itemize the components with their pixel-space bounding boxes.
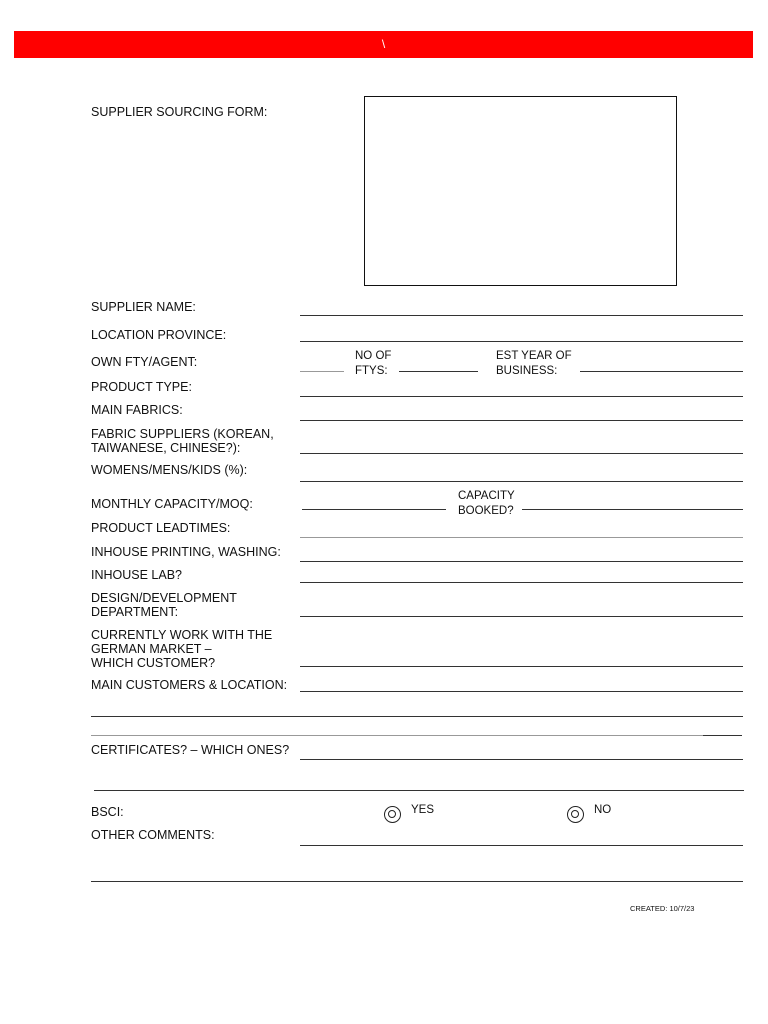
header-banner	[14, 31, 753, 58]
est-year-field[interactable]	[580, 371, 743, 372]
product-type-field[interactable]	[300, 396, 743, 397]
design-dept-field[interactable]	[300, 616, 743, 617]
german-market-label-line1: CURRENTLY WORK WITH THE	[91, 628, 273, 642]
other-comments-field[interactable]	[300, 845, 743, 846]
location-province-field[interactable]	[300, 341, 743, 342]
womens-mens-kids-field[interactable]	[300, 481, 743, 482]
no-of-ftys-label-line2: FTYS:	[355, 365, 388, 377]
created-date: CREATED: 10/7/23	[630, 904, 695, 913]
inhouse-printing-field[interactable]	[300, 561, 743, 562]
design-dept-label	[91, 591, 237, 619]
capacity-booked-label	[458, 489, 515, 519]
fabric-suppliers-label-line2: TAIWANESE, CHINESE?):	[91, 441, 241, 455]
main-customers-extra-line-2[interactable]	[91, 735, 703, 736]
inhouse-printing-label: INHOUSE PRINTING, WASHING:	[91, 545, 281, 559]
est-year-label-line1: EST YEAR OF	[496, 350, 572, 362]
inhouse-lab-field[interactable]	[300, 582, 743, 583]
supplier-name-field[interactable]	[300, 315, 743, 316]
no-of-ftys-field[interactable]	[399, 371, 478, 372]
bsci-no-radio[interactable]	[567, 806, 584, 823]
banner-text: \	[381, 37, 386, 51]
bsci-yes-label: YES	[411, 804, 435, 816]
fabric-suppliers-label-line1: FABRIC SUPPLIERS (KOREAN,	[91, 427, 274, 441]
capacity-booked-field[interactable]	[522, 509, 743, 510]
location-province-label: LOCATION PROVINCE:	[91, 328, 227, 342]
product-leadtimes-field[interactable]	[300, 537, 743, 538]
certificates-extra-line[interactable]	[94, 790, 744, 791]
own-fty-agent-label: OWN FTY/AGENT:	[91, 355, 198, 369]
monthly-capacity-label: MONTHLY CAPACITY/MOQ:	[91, 497, 253, 511]
german-market-label-line2: GERMAN MARKET –	[91, 642, 212, 656]
bsci-label: BSCI:	[91, 805, 124, 819]
german-market-label-line3: WHICH CUSTOMER?	[91, 656, 216, 670]
inhouse-lab-label: INHOUSE LAB?	[91, 568, 183, 582]
form-title: SUPPLIER SOURCING FORM:	[91, 105, 268, 119]
main-customers-field[interactable]	[300, 691, 743, 692]
other-comments-extra-line[interactable]	[91, 881, 743, 882]
est-year-label-line2: BUSINESS:	[496, 365, 558, 377]
bsci-yes-radio[interactable]	[384, 806, 401, 823]
fabric-suppliers-label	[91, 427, 274, 455]
main-fabrics-field[interactable]	[300, 420, 743, 421]
capacity-booked-label-line1: CAPACITY	[458, 490, 515, 502]
fabric-suppliers-field[interactable]	[300, 453, 743, 454]
certificates-field[interactable]	[300, 759, 743, 760]
main-customers-extra-line[interactable]	[91, 716, 743, 717]
no-of-ftys-label-line1: NO OF	[355, 350, 392, 362]
no-of-ftys-label	[355, 349, 391, 379]
design-dept-label-line2: DEPARTMENT:	[91, 605, 179, 619]
other-comments-label: OTHER COMMENTS:	[91, 828, 215, 842]
german-market-label	[91, 628, 272, 670]
monthly-capacity-field[interactable]	[302, 509, 446, 510]
product-leadtimes-label: PRODUCT LEADTIMES:	[91, 521, 231, 535]
capacity-booked-label-line2: BOOKED?	[458, 505, 514, 517]
bsci-no-label: NO	[594, 804, 612, 816]
main-customers-label: MAIN CUSTOMERS & LOCATION:	[91, 678, 288, 692]
supplier-name-label: SUPPLIER NAME:	[91, 300, 196, 314]
certificates-label: CERTIFICATES? – WHICH ONES?	[91, 743, 290, 757]
own-fty-agent-field[interactable]	[300, 371, 344, 372]
womens-mens-kids-label: WOMENS/MENS/KIDS (%):	[91, 463, 248, 477]
est-year-label	[496, 349, 572, 379]
product-type-label: PRODUCT TYPE:	[91, 380, 192, 394]
main-fabrics-label: MAIN FABRICS:	[91, 403, 183, 417]
main-customers-extra-line-2b[interactable]	[703, 735, 742, 736]
design-dept-label-line1: DESIGN/DEVELOPMENT	[91, 591, 237, 605]
german-market-field[interactable]	[300, 666, 743, 667]
photo-upload-box[interactable]	[364, 96, 677, 286]
